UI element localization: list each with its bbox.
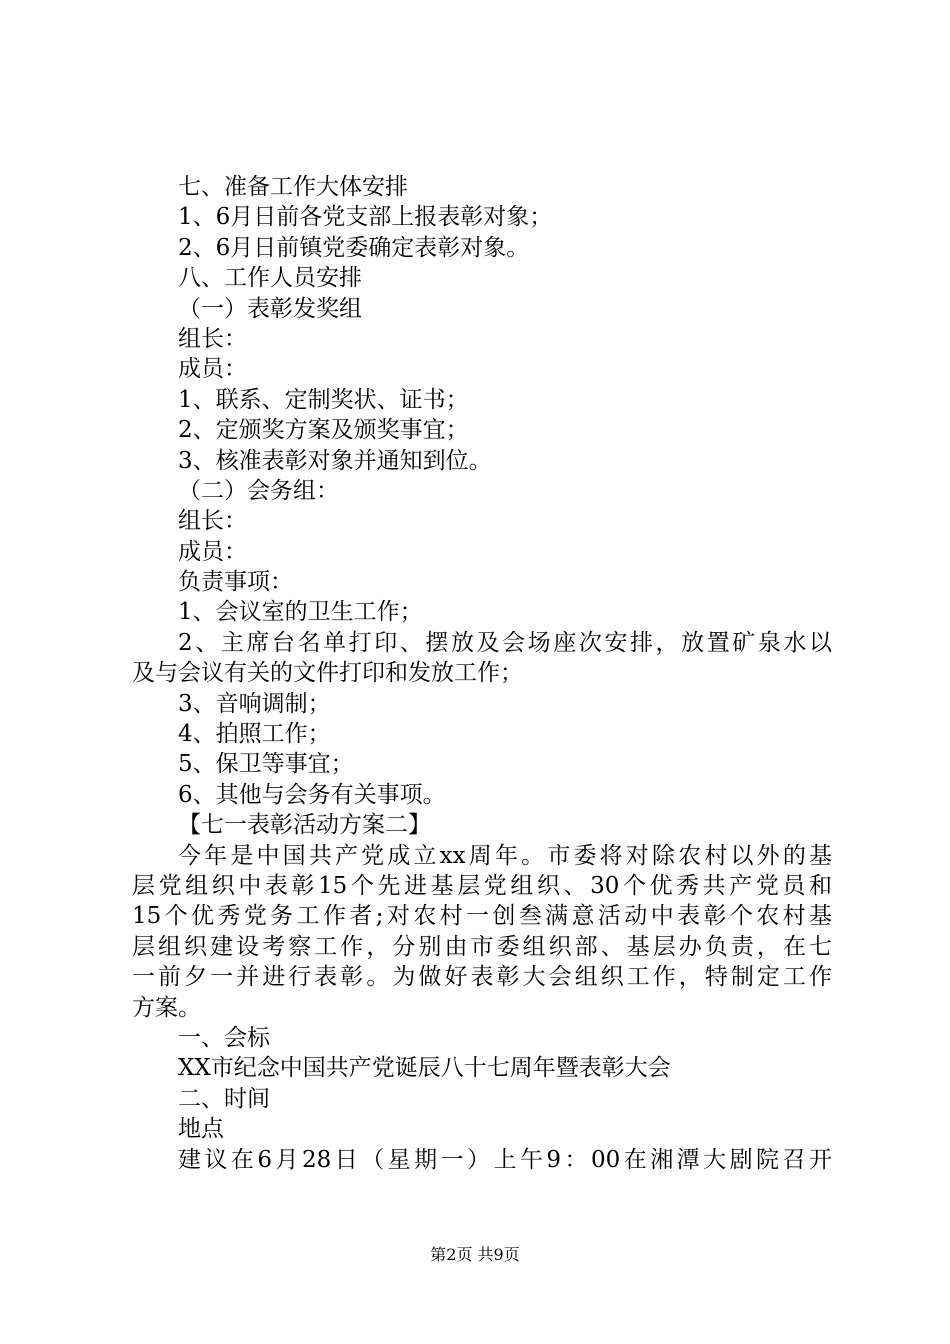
- paragraph-line: 一前夕一并进行表彰。为做好表彰大会组织工作，特制定工作: [132, 964, 832, 991]
- paragraph-line: 2、定颁奖方案及颁奖事宜；: [178, 417, 469, 444]
- paragraph-line: 1、会议室的卫生工作；: [178, 599, 423, 626]
- paragraph-line: 方案。: [132, 994, 201, 1021]
- paragraph-line: 组长：: [178, 508, 247, 535]
- paragraph-line: 组长：: [178, 325, 247, 352]
- paragraph-line: 1、联系、定制奖状、证书；: [178, 386, 469, 413]
- paragraph-line: 3、音响调制；: [178, 690, 331, 717]
- page-footer: 第2页 共9页: [430, 1245, 520, 1264]
- paragraph-line: 及与会议有关的文件打印和发放工作；: [132, 660, 523, 687]
- paragraph-line: 3、核准表彰对象并通知到位。: [178, 447, 492, 474]
- paragraph-line: 6、其他与会务有关事项。: [178, 781, 446, 808]
- section-heading-banner: 一、会标: [178, 1024, 270, 1051]
- paragraph-line: 今年是中国共产党成立xx周年。市委将对除农村以外的基: [178, 842, 832, 869]
- section-title-plan-two: 【七一表彰活动方案二】: [178, 812, 431, 839]
- paragraph-line: 负责事项：: [178, 569, 293, 596]
- paragraph-line: 地点: [178, 1116, 224, 1143]
- paragraph-line: 成员：: [178, 356, 247, 383]
- section-heading-time: 二、时间: [178, 1085, 270, 1112]
- section-heading-preparation: 七、准备工作大体安排: [178, 174, 408, 200]
- subsection-heading-award-group: （一）表彰发奖组: [178, 295, 362, 322]
- subsection-heading-meeting-group: （二）会务组：: [178, 477, 339, 504]
- paragraph-line: 2、主席台名单打印、摆放及会场座次安排，放置矿泉水以: [178, 629, 832, 656]
- paragraph-line: 层党组织中表彰15个先进基层党组织、30个优秀共产党员和: [132, 872, 832, 899]
- paragraph-line: 成员：: [178, 538, 247, 565]
- paragraph-line: XX市纪念中国共产党诞辰八十七周年暨表彰大会: [178, 1055, 671, 1082]
- document-body: [132, 172, 832, 1175]
- paragraph-line: 建议在6月28日（星期一）上午9：00在湘潭大剧院召开: [178, 1146, 832, 1173]
- paragraph-line: 5、保卫等事宜；: [178, 751, 354, 778]
- paragraph-line: 1、6月日前各党支部上报表彰对象；: [178, 204, 553, 231]
- paragraph-line: 2、6月日前镇党委确定表彰对象。: [178, 234, 530, 261]
- paragraph-line: 4、拍照工作；: [178, 721, 331, 748]
- paragraph-line: 层组织建设考察工作，分别由市委组织部、基层办负责，在七: [132, 933, 832, 960]
- section-heading-staff: 八、工作人员安排: [178, 265, 362, 292]
- paragraph-line: 15个优秀党务工作者;对农村一创叁满意活动中表彰个农村基: [132, 903, 832, 930]
